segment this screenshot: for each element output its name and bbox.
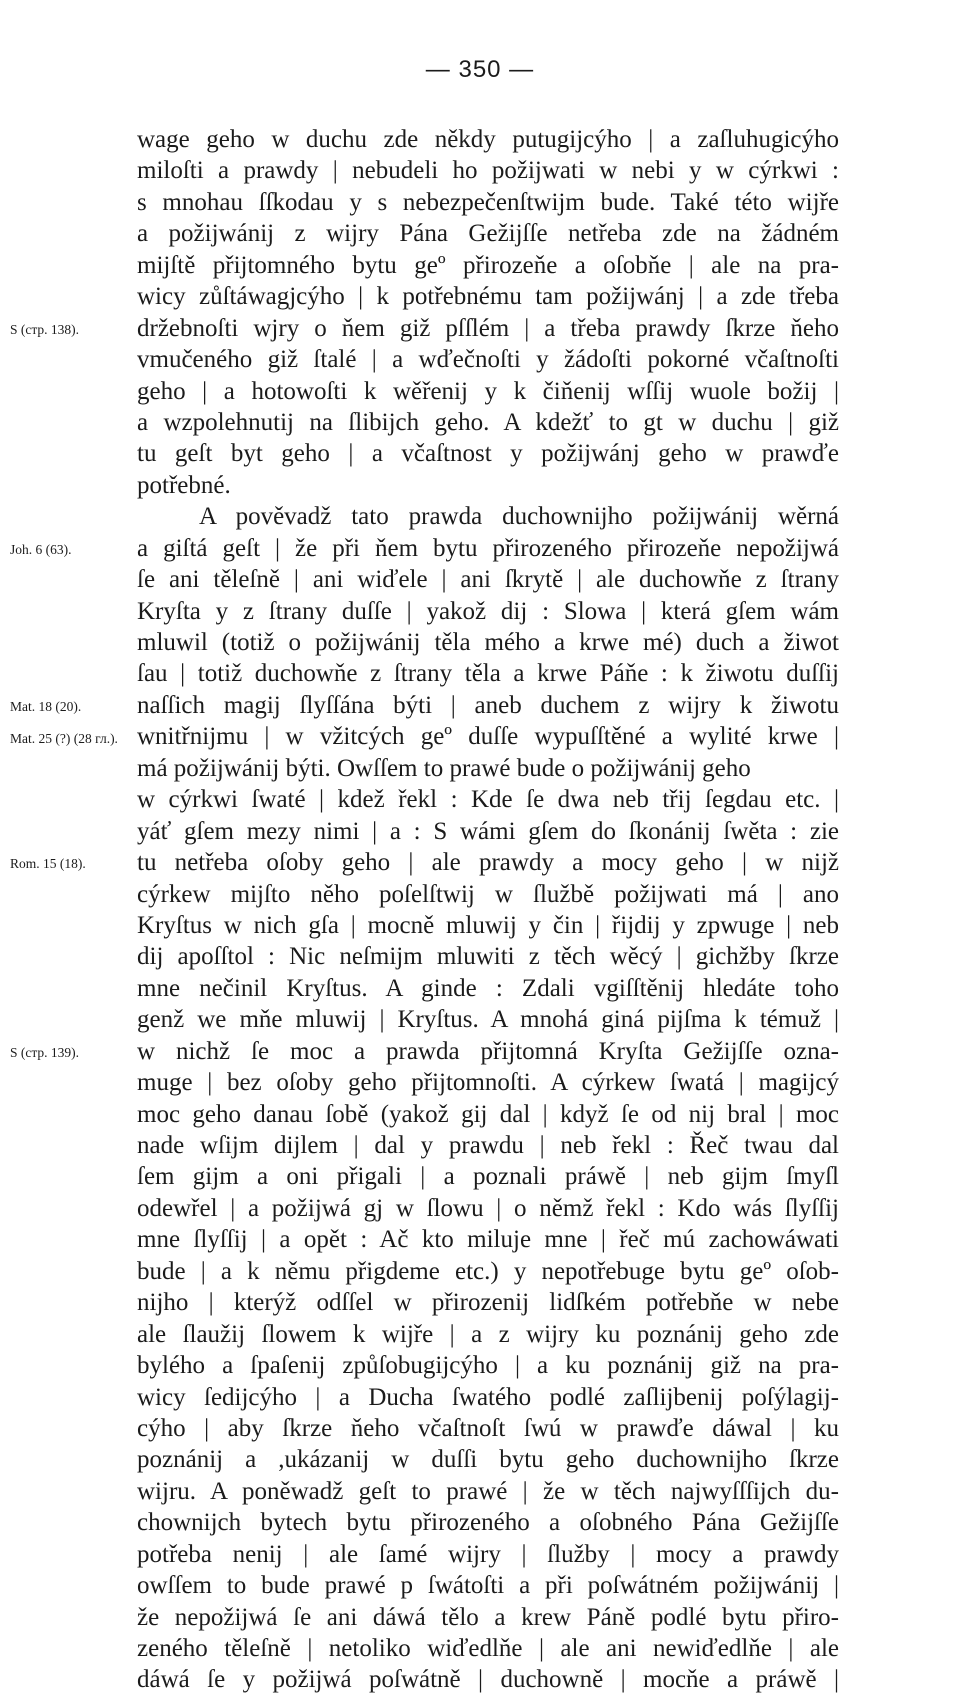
margin-note: S (стр. 139). xyxy=(10,1045,80,1061)
text-line: dáwá ſe y požijwá poſwátně | duchowně | mocňe a práwě | xyxy=(137,1666,839,1694)
margin-note: Mat. 25 (?) (28 гл.). xyxy=(10,730,118,746)
text-line: w nichž ſe moc a prawda přijtomná Kryſta Gežijſſe ozna- xyxy=(137,1037,839,1065)
margin-note: S (стр. 138). xyxy=(10,321,80,337)
text-line: Kryſta y z ſtrany duſſe | yakož dij : Slowa | která gſem wám xyxy=(137,597,839,625)
text-line: dij apoſſtol : Nic neſmijm mluwiti z těch wěcý | gichžby ſkrze xyxy=(137,943,839,971)
text-line: naſſich magij ſlyſſána býti | aneb duchem z wijry k žiwotu xyxy=(137,691,839,719)
text-line: vmučeného giž ſtalé | a wďečnoſti y žádoſti pokorné včaſtnoſti xyxy=(137,346,839,374)
text-line: muge | bez oſoby geho přijtomnoſti. A cýrkew ſwatá | magijcý xyxy=(137,1069,839,1097)
margin-note: Rom. 15 (18). xyxy=(10,856,86,872)
text-line: geho | a hotowoſti k wěřenij y k čiňenij wſſij wuole božij | xyxy=(137,377,839,405)
text-line: nade wſijm dijlem | dal y prawdu | neb řekl : Řeč twau dal xyxy=(137,1132,839,1159)
text-line: moc geho danau ſobě (yakož gij dal | když ſe od nij bral | moc xyxy=(137,1100,839,1128)
text-line: tu geſt byt geho | a včaſtnost y požijwánj geho w prawďe xyxy=(137,440,839,468)
text-line: wnitřnijmu | w vžitcých geº duſſe wypuſſtěné a wylité krwe | xyxy=(137,723,839,751)
text-line: genž we mňe mluwij | Kryſtus. A mnohá giná pijſma k témuž | xyxy=(137,1006,839,1034)
text-line: nijho | kterýž odſſel w přirozenij lidſkém potřebňe w nebe xyxy=(137,1289,839,1317)
text-line: wage geho w duchu zde někdy putugijcýho | a zaſluhugicýho xyxy=(137,126,839,153)
text-line: odewřel | a požijwá gj w ſlowu | o němž řekl : Kdo wás ſlyſſij xyxy=(137,1194,839,1222)
text-line: bylého a ſpaſenij způſobugijcýho | a ku poznánij giž na pra- xyxy=(137,1352,839,1380)
text-line: cýho | aby ſkrze ňeho včaſtnoſt ſwú w prawďe dáwal | ku xyxy=(137,1414,839,1442)
page-number: — 350 — xyxy=(425,56,535,83)
text-line: miloſti a prawdy | nebudeli ho požijwati w nebi y w cýrkwi : xyxy=(137,157,839,185)
text-line: ſe ani těleſně | ani wiďele | ani ſkrytě | ale duchowňe z ſtrany xyxy=(137,566,839,594)
text-line: zeného těleſně | netoliko wiďedlňe | ale ani newiďedlňe | ale xyxy=(137,1635,839,1662)
text-line: mijſtě přijtomného bytu geº přirozeňe a oſobňe | ale na pra- xyxy=(137,251,839,279)
text-line: cýrkew mijſto něho poſelſtwij w ſlužbě požijwati má | ano xyxy=(137,880,839,908)
text-line: chownijch bytech bytu přirozeného a oſobného Pána Gežijſſe xyxy=(137,1509,839,1537)
text-line: tu netřeba oſoby geho | ale prawdy a mocy geho | w nijž xyxy=(137,849,839,877)
text-line: wicy zůſtáwagjcýho | k potřebnému tam požijwánj | a zde třeba xyxy=(137,283,839,311)
text-line: poznánij a ,ukázanij w duſſi bytu geho duchownijho ſkrze xyxy=(137,1446,839,1474)
text-line: mluwil (totiž o požijwánij těla mého a krwe mé) duch a žiwot xyxy=(137,629,839,656)
text-line: owſſem to bude prawé p ſwátoſti a při poſwátném požijwánij | xyxy=(137,1572,839,1600)
text-line: wicy ſedijcýho | a Ducha ſwatého podlé zaſlijbenij poſýlagij- xyxy=(137,1383,839,1411)
text-line: a giſtá geſt | že při ňem bytu přirozeného přirozeňe nepožijwá xyxy=(137,534,839,562)
text-line: mne nečinil Kryſtus. A ginde : Zdali vgiſſtěnij hledáte toho xyxy=(137,974,839,1002)
text-line: potřeba nenij | ale ſamé wijry | ſlužby | mocy a prawdy xyxy=(137,1540,839,1568)
text-line: w cýrkwi ſwaté | kdež řekl : Kde ſe dwa neb třij ſegdau etc. | xyxy=(137,786,839,814)
text-line: má požijwánij býti. Owſſem to prawé bude o požijwánij geho xyxy=(137,754,751,782)
text-line: ſau | totiž duchowňe z ſtrany těla a krwe Páňe : k žiwotu duſſij xyxy=(137,660,839,688)
text-line: Kryſtus w nich gſa | mocně mluwij y čin | řijdij y zpwuge | neb xyxy=(137,911,839,939)
text-line: že nepožijwá ſe ani dáwá tělo a krew Páně podlé bytu přiro- xyxy=(137,1603,839,1631)
text-line: a požijwánij z wijry Pána Gežijſſe netřeba zde na žádném xyxy=(137,220,839,248)
text-line: yáť gſem mezy nimi | a : S wámi gſem do ſkonánij ſwěta : zie xyxy=(137,817,839,845)
margin-note: Joh. 6 (63). xyxy=(10,541,72,557)
text-line: ſem gijm a oni přigali | a poznali práwě | neb gijm ſmyſl xyxy=(137,1163,839,1191)
text-line: potřebné. xyxy=(137,471,231,499)
text-line: držebnoſti wjry o ňem giž pſſlém | a třeba prawdy ſkrze ňeho xyxy=(137,314,839,342)
text-line: a wzpolehnutij na ſlibijch geho. A kdežť to gt w duchu | giž xyxy=(137,408,839,436)
margin-note: Mat. 18 (20). xyxy=(10,699,82,715)
text-line: bude | a k němu přigdeme etc.) y nepotřebuge bytu geº oſob- xyxy=(137,1257,839,1285)
text-line: wijru. A poněwadž geſt to prawé | že w těch najwyſſſijch du- xyxy=(137,1477,839,1505)
text-line: mne ſlyſſij | a opět : Ač kto miluje mne | řeč mú zachowáwati xyxy=(137,1226,839,1254)
body-text xyxy=(137,124,839,1696)
text-line: s mnohau ſſkodau y s nebezpečenſtwijm bude. Také této wijře xyxy=(137,188,839,216)
text-line: A pověvadž tato prawda duchownijho požijwánij wěrná xyxy=(199,503,839,531)
text-line: ale ſlaužij ſlowem k wijře | a z wijry ku poznánij geho zde xyxy=(137,1320,839,1348)
